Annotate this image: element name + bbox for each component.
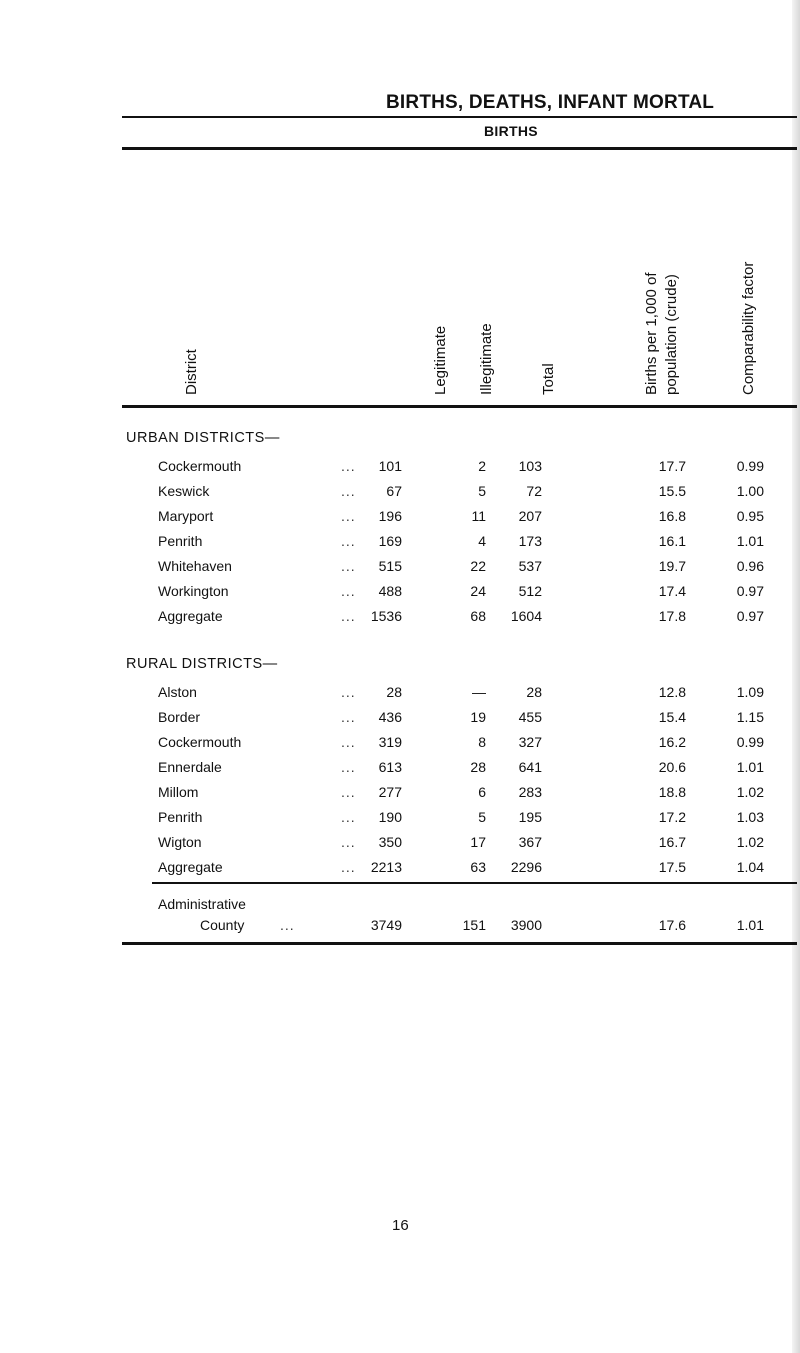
district-name: Ennerdale — [158, 759, 222, 775]
district-name: Millom — [158, 784, 199, 800]
illegitimate-value: 24 — [470, 583, 486, 599]
leader-dots: ... — [280, 917, 295, 933]
district-name: Wigton — [158, 834, 202, 850]
column-header-district: District — [183, 349, 200, 395]
leader-dots: ... — [341, 709, 356, 725]
county-label: County — [200, 917, 245, 933]
table-bottom-rule — [122, 942, 797, 945]
total-value: 173 — [518, 533, 542, 549]
district-name: Cockermouth — [158, 458, 242, 474]
legitimate-value: 277 — [378, 784, 402, 800]
rate-value: 15.4 — [658, 709, 686, 725]
urban-heading: URBAN DISTRICTS— — [126, 430, 280, 446]
legitimate-value: 67 — [386, 483, 402, 499]
total-value: 195 — [518, 809, 542, 825]
legitimate-value: 28 — [386, 684, 402, 700]
illegitimate-value: 19 — [470, 709, 486, 725]
leader-dots: ... — [341, 583, 356, 599]
column-header-comparability: Comparability factor — [740, 261, 757, 395]
illegitimate-value: 17 — [470, 834, 486, 850]
leader-dots: ... — [341, 608, 356, 624]
rural-heading: RURAL DISTRICTS— — [126, 656, 278, 672]
rate-value: 18.8 — [658, 784, 686, 800]
total-value: 537 — [518, 558, 542, 574]
column-header-births-rate-line1: Births per 1,000 of — [643, 272, 660, 395]
legitimate-value: 319 — [378, 734, 402, 750]
factor-value: 0.97 — [736, 608, 764, 624]
rate-value: 17.8 — [658, 608, 686, 624]
column-header-legitimate: Legitimate — [432, 325, 449, 395]
district-name: Penrith — [158, 533, 203, 549]
factor-value: 0.96 — [736, 558, 764, 574]
factor-value: 1.02 — [736, 784, 764, 800]
rate-value: 17.4 — [658, 583, 686, 599]
rate-value: 12.8 — [658, 684, 686, 700]
factor-value: 0.99 — [736, 458, 764, 474]
rate-value: 17.6 — [658, 917, 686, 933]
factor-value: 1.15 — [736, 709, 764, 725]
rate-value: 15.5 — [658, 483, 686, 499]
leader-dots: ... — [341, 483, 356, 499]
legitimate-value: 613 — [378, 759, 402, 775]
illegitimate-value: 22 — [470, 558, 486, 574]
illegitimate-value: 151 — [462, 917, 486, 933]
illegitimate-value: — — [472, 684, 486, 700]
leader-dots: ... — [341, 558, 356, 574]
factor-value: 1.04 — [736, 859, 764, 875]
legitimate-value: 436 — [378, 709, 402, 725]
factor-value: 1.01 — [736, 533, 764, 549]
district-name: Maryport — [158, 508, 214, 524]
legitimate-value: 3749 — [370, 917, 402, 933]
column-header-births-rate-line2: population (crude) — [663, 274, 680, 395]
page-title: BIRTHS, DEATHS, INFANT MORTAL — [386, 92, 715, 113]
header-top-rule — [122, 147, 797, 150]
legitimate-value: 101 — [378, 458, 402, 474]
column-header-illegitimate: Illegitimate — [478, 323, 495, 395]
factor-value: 1.01 — [736, 917, 764, 933]
total-value: 455 — [518, 709, 542, 725]
district-name: Cockermouth — [158, 734, 242, 750]
legitimate-value: 190 — [378, 809, 402, 825]
total-value: 207 — [518, 508, 542, 524]
district-name: Penrith — [158, 809, 203, 825]
page-edge — [792, 0, 800, 1353]
illegitimate-value: 8 — [478, 734, 486, 750]
rate-value: 19.7 — [658, 558, 686, 574]
district-name: Workington — [158, 583, 229, 599]
rate-value: 16.2 — [658, 734, 686, 750]
leader-dots: ... — [341, 734, 356, 750]
district-name: Aggregate — [158, 859, 223, 875]
legitimate-value: 488 — [378, 583, 402, 599]
factor-value: 0.95 — [736, 508, 764, 524]
total-value: 72 — [526, 483, 542, 499]
rate-value: 20.6 — [658, 759, 686, 775]
leader-dots: ... — [341, 809, 356, 825]
leader-dots: ... — [341, 859, 356, 875]
header-bottom-rule — [122, 405, 797, 408]
illegitimate-value: 2 — [478, 458, 486, 474]
illegitimate-value: 68 — [470, 608, 486, 624]
rate-value: 17.5 — [658, 859, 686, 875]
county-label-line1: Administrative — [158, 896, 246, 912]
factor-value: 1.00 — [736, 483, 764, 499]
legitimate-value: 196 — [378, 508, 402, 524]
district-name: Border — [158, 709, 201, 725]
total-value: 1604 — [510, 608, 542, 624]
district-name: Aggregate — [158, 608, 223, 624]
section-subtitle: BIRTHS — [484, 123, 538, 139]
total-value: 283 — [518, 784, 542, 800]
leader-dots: ... — [341, 533, 356, 549]
factor-value: 1.01 — [736, 759, 764, 775]
district-name: Alston — [158, 684, 197, 700]
factor-value: 1.02 — [736, 834, 764, 850]
total-value: 2296 — [510, 859, 542, 875]
page-number: 16 — [392, 1217, 409, 1234]
factor-value: 0.99 — [736, 734, 764, 750]
leader-dots: ... — [341, 508, 356, 524]
illegitimate-value: 11 — [471, 508, 486, 524]
total-value: 367 — [518, 834, 542, 850]
legitimate-value: 1536 — [370, 608, 402, 624]
illegitimate-value: 5 — [478, 809, 486, 825]
district-name: Keswick — [158, 483, 210, 499]
leader-dots: ... — [341, 784, 356, 800]
leader-dots: ... — [341, 684, 356, 700]
rate-value: 17.2 — [658, 809, 686, 825]
total-value: 28 — [526, 684, 542, 700]
total-value: 512 — [518, 583, 542, 599]
illegitimate-value: 63 — [470, 859, 486, 875]
total-value: 641 — [518, 759, 542, 775]
legitimate-value: 169 — [378, 533, 402, 549]
illegitimate-value: 4 — [478, 533, 486, 549]
illegitimate-value: 28 — [470, 759, 486, 775]
county-top-rule — [152, 882, 797, 884]
title-rule — [122, 116, 797, 118]
rate-value: 16.1 — [658, 533, 686, 549]
leader-dots: ... — [341, 759, 356, 775]
legitimate-value: 350 — [378, 834, 402, 850]
rate-value: 16.7 — [658, 834, 686, 850]
total-value: 3900 — [510, 917, 542, 933]
rate-value: 16.8 — [658, 508, 686, 524]
leader-dots: ... — [341, 834, 356, 850]
illegitimate-value: 6 — [478, 784, 486, 800]
factor-value: 1.09 — [736, 684, 764, 700]
factor-value: 1.03 — [736, 809, 764, 825]
rate-value: 17.7 — [658, 458, 686, 474]
legitimate-value: 2213 — [370, 859, 402, 875]
factor-value: 0.97 — [736, 583, 764, 599]
leader-dots: ... — [341, 458, 356, 474]
total-value: 327 — [518, 734, 542, 750]
legitimate-value: 515 — [378, 558, 402, 574]
total-value: 103 — [518, 458, 542, 474]
illegitimate-value: 5 — [478, 483, 486, 499]
district-name: Whitehaven — [158, 558, 232, 574]
column-header-total: Total — [540, 363, 557, 395]
